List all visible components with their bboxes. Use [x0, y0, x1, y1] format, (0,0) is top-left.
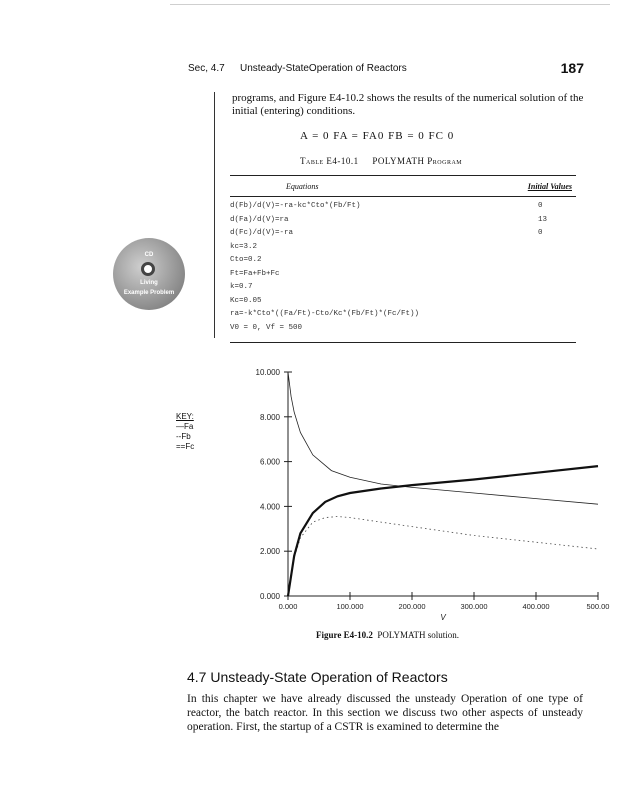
- x-tick-label: 0.000: [278, 602, 298, 611]
- y-tick-label: 0.000: [259, 592, 280, 601]
- series-line-fa: [288, 372, 598, 504]
- table-row: [230, 270, 576, 278]
- key-item-fc: ==Fc: [176, 442, 195, 451]
- initial-value-cell: 13: [538, 215, 548, 224]
- initial-conditions: A = 0 FA = FA0 FB = 0 FC 0: [300, 130, 455, 142]
- figure-title: POLYMATH solution.: [377, 630, 459, 640]
- cd-disc-icon: [141, 262, 155, 276]
- key-title: KEY:: [176, 412, 194, 421]
- margin-bar: [214, 92, 215, 338]
- table-row: [230, 283, 576, 291]
- logo-line-1: CD: [144, 252, 154, 258]
- key-item-fa: —Fa: [176, 422, 194, 431]
- table-bottom-rule: [230, 342, 576, 343]
- initial-values-header: Initial Values: [527, 182, 572, 191]
- table-row: [230, 297, 576, 305]
- figure-label: Figure E4-10.2: [316, 630, 373, 640]
- series-line-fb: [288, 517, 598, 597]
- equation-cell: Kc=0.05: [230, 296, 262, 305]
- table-row: [230, 310, 576, 318]
- equations-header: Equations: [286, 182, 319, 191]
- equation-cell: Ft=Fa+Fb+Fc: [230, 269, 280, 278]
- table-caption-title: POLYMATH Program: [372, 156, 463, 166]
- equation-cell: V0 = 0, Vf = 500: [230, 323, 303, 332]
- table-row: [230, 324, 576, 332]
- table-caption: [300, 156, 462, 166]
- table-row: [230, 243, 576, 251]
- page-number: 187: [560, 60, 584, 76]
- figure-caption: [316, 630, 459, 640]
- equation-cell: ra=-k*Cto*((Fa/Ft)-Cto/Kc*(Fb/Ft)*(Fc/Ft)): [230, 310, 420, 318]
- y-tick-label: 2.000: [259, 547, 280, 557]
- table-row: [230, 229, 576, 237]
- running-title: Unsteady-StateOperation of Reactors: [240, 63, 407, 74]
- x-tick-label: 100.000: [336, 602, 364, 611]
- equation-cell: d(Fc)/d(V)=-ra: [230, 229, 294, 237]
- x-tick-label: 200.000: [398, 602, 426, 611]
- equation-cell: d(Fb)/d(V)=-ra-kc*Cto*(Fb/Ft): [230, 202, 361, 210]
- intro-paragraph: programs, and Figure E4-10.2 shows the results of the numerical solution of the initial (entering) conditions.: [232, 92, 584, 117]
- x-tick-label: 400.000: [522, 602, 550, 611]
- section-number: Sec, 4.7: [188, 63, 225, 74]
- top-rule: [170, 4, 610, 5]
- logo-line-2: Living: [140, 280, 158, 286]
- initial-value-cell: 0: [538, 229, 543, 237]
- y-tick-label: 4.000: [259, 502, 280, 512]
- table-header-rule: [230, 196, 576, 197]
- key-item-fb: --Fb: [176, 432, 191, 441]
- y-tick-label: 6.000: [259, 457, 280, 467]
- table-caption-label: Table E4-10.1: [300, 156, 359, 166]
- equation-cell: k=0.7: [230, 283, 253, 291]
- logo-line-3: Example Problem: [123, 290, 175, 296]
- initial-value-cell: 0: [538, 202, 543, 210]
- chart-key: [176, 412, 194, 452]
- equation-cell: d(Fa)/d(V)=ra: [230, 215, 289, 224]
- section-body: In this chapter we have already discussed the unsteady Operation of one type of reactor, the batch reactor. In this section we discuss two other aspects of unsteady operation. First, the startup of a CSTR is examined to determine the: [187, 693, 583, 733]
- x-tick-label: 300.000: [460, 602, 488, 611]
- table-row: [230, 202, 576, 210]
- polymath-chart: [200, 360, 610, 630]
- cd-logo: [113, 238, 185, 310]
- equation-cell: kc=3.2: [230, 242, 258, 251]
- y-tick-label: 10.000: [255, 368, 280, 377]
- y-tick-label: 8.000: [259, 412, 280, 422]
- x-axis-label: V: [440, 613, 446, 622]
- table-row: [230, 256, 576, 264]
- table-row: [230, 216, 576, 224]
- table-top-rule: [230, 175, 576, 176]
- section-heading: 4.7 Unsteady-State Operation of Reactors: [187, 669, 448, 685]
- x-tick-label: 500.00: [586, 602, 610, 611]
- equation-cell: Cto=0.2: [230, 256, 262, 264]
